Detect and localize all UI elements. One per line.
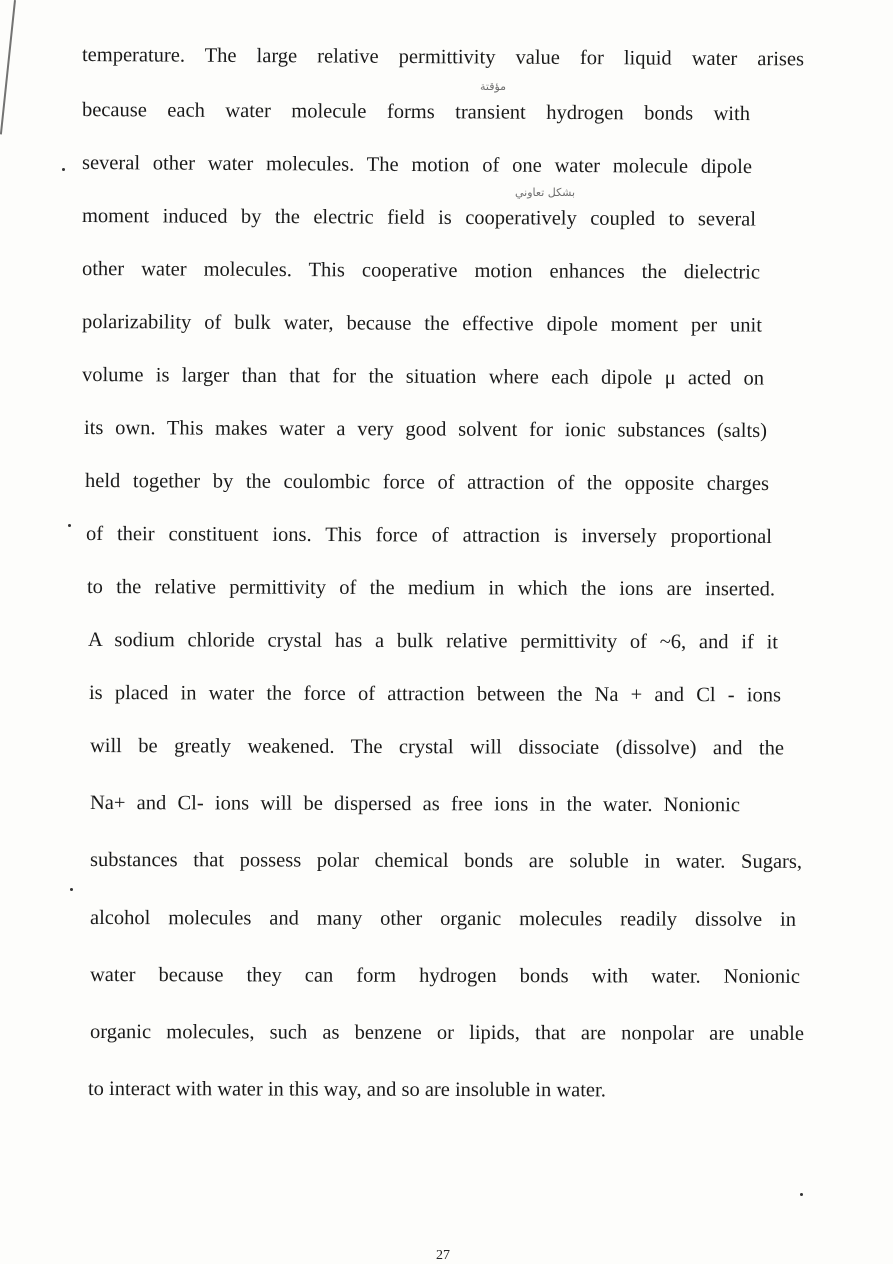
scan-speck [800, 1193, 803, 1196]
scan-edge-mark [0, 0, 16, 134]
text-line-8: its own. This makes water a very good solvent for ionic substances (salts) [83, 417, 768, 442]
text-line-13: is placed in water the force of attraction between the Na + and Cl - ions [88, 682, 782, 707]
scan-speck [62, 168, 65, 171]
text-line-6: polarizability of bulk water, because the effective dipole moment per unit [81, 311, 763, 337]
text-line-17: alcohol molecules and many other organic molecules readily dissolve in [89, 907, 797, 931]
text-line-12: A sodium chloride crystal has a bulk relative permittivity of ~6, and if it [87, 629, 779, 654]
text-line-2: because each water molecule forms transient hydrogen bonds with [81, 99, 751, 126]
text-line-14: will be greatly weakened. The crystal will dissociate (dissolve) and the [89, 735, 785, 760]
text-line-5: other water molecules. This cooperative motion enhances the dielectric [81, 258, 761, 284]
text-line-4: moment induced by the electric field is cooperatively coupled to several [81, 205, 757, 231]
page-number: 27 [436, 1248, 450, 1263]
text-line-20: to interact with water in this way, and so are insoluble in water. [87, 1078, 606, 1102]
text-line-10: of their constituent ions. This force of attraction is inversely proportional [85, 523, 773, 548]
scan-speck [68, 524, 71, 527]
text-line-3: several other water molecules. The motion of one water molecule dipole [81, 152, 753, 179]
text-line-1: temperature. The large relative permittivity value for liquid water arises [81, 44, 805, 71]
scan-speck [70, 888, 73, 891]
handwritten-annotation-transient: مؤقتة [480, 80, 507, 93]
text-line-7: volume is larger than that for the situation where each dipole μ acted on [81, 364, 765, 390]
text-line-15: Na+ and Cl- ions will be dispersed as free ions in the water. Nonionic [89, 792, 741, 817]
text-line-18: water because they can form hydrogen bonds with water. Nonionic [89, 964, 801, 988]
text-line-19: organic molecules, such as benzene or lipids, that are nonpolar are unable [89, 1021, 805, 1045]
handwritten-annotation-cooperatively: بشكل تعاوني [515, 186, 576, 199]
text-line-11: to the relative permittivity of the medium in which the ions are inserted. [86, 576, 776, 601]
text-line-16: substances that possess polar chemical bonds are soluble in water. Sugars, [89, 849, 803, 873]
text-line-9: held together by the coulombic force of attraction of the opposite charges [84, 470, 770, 495]
